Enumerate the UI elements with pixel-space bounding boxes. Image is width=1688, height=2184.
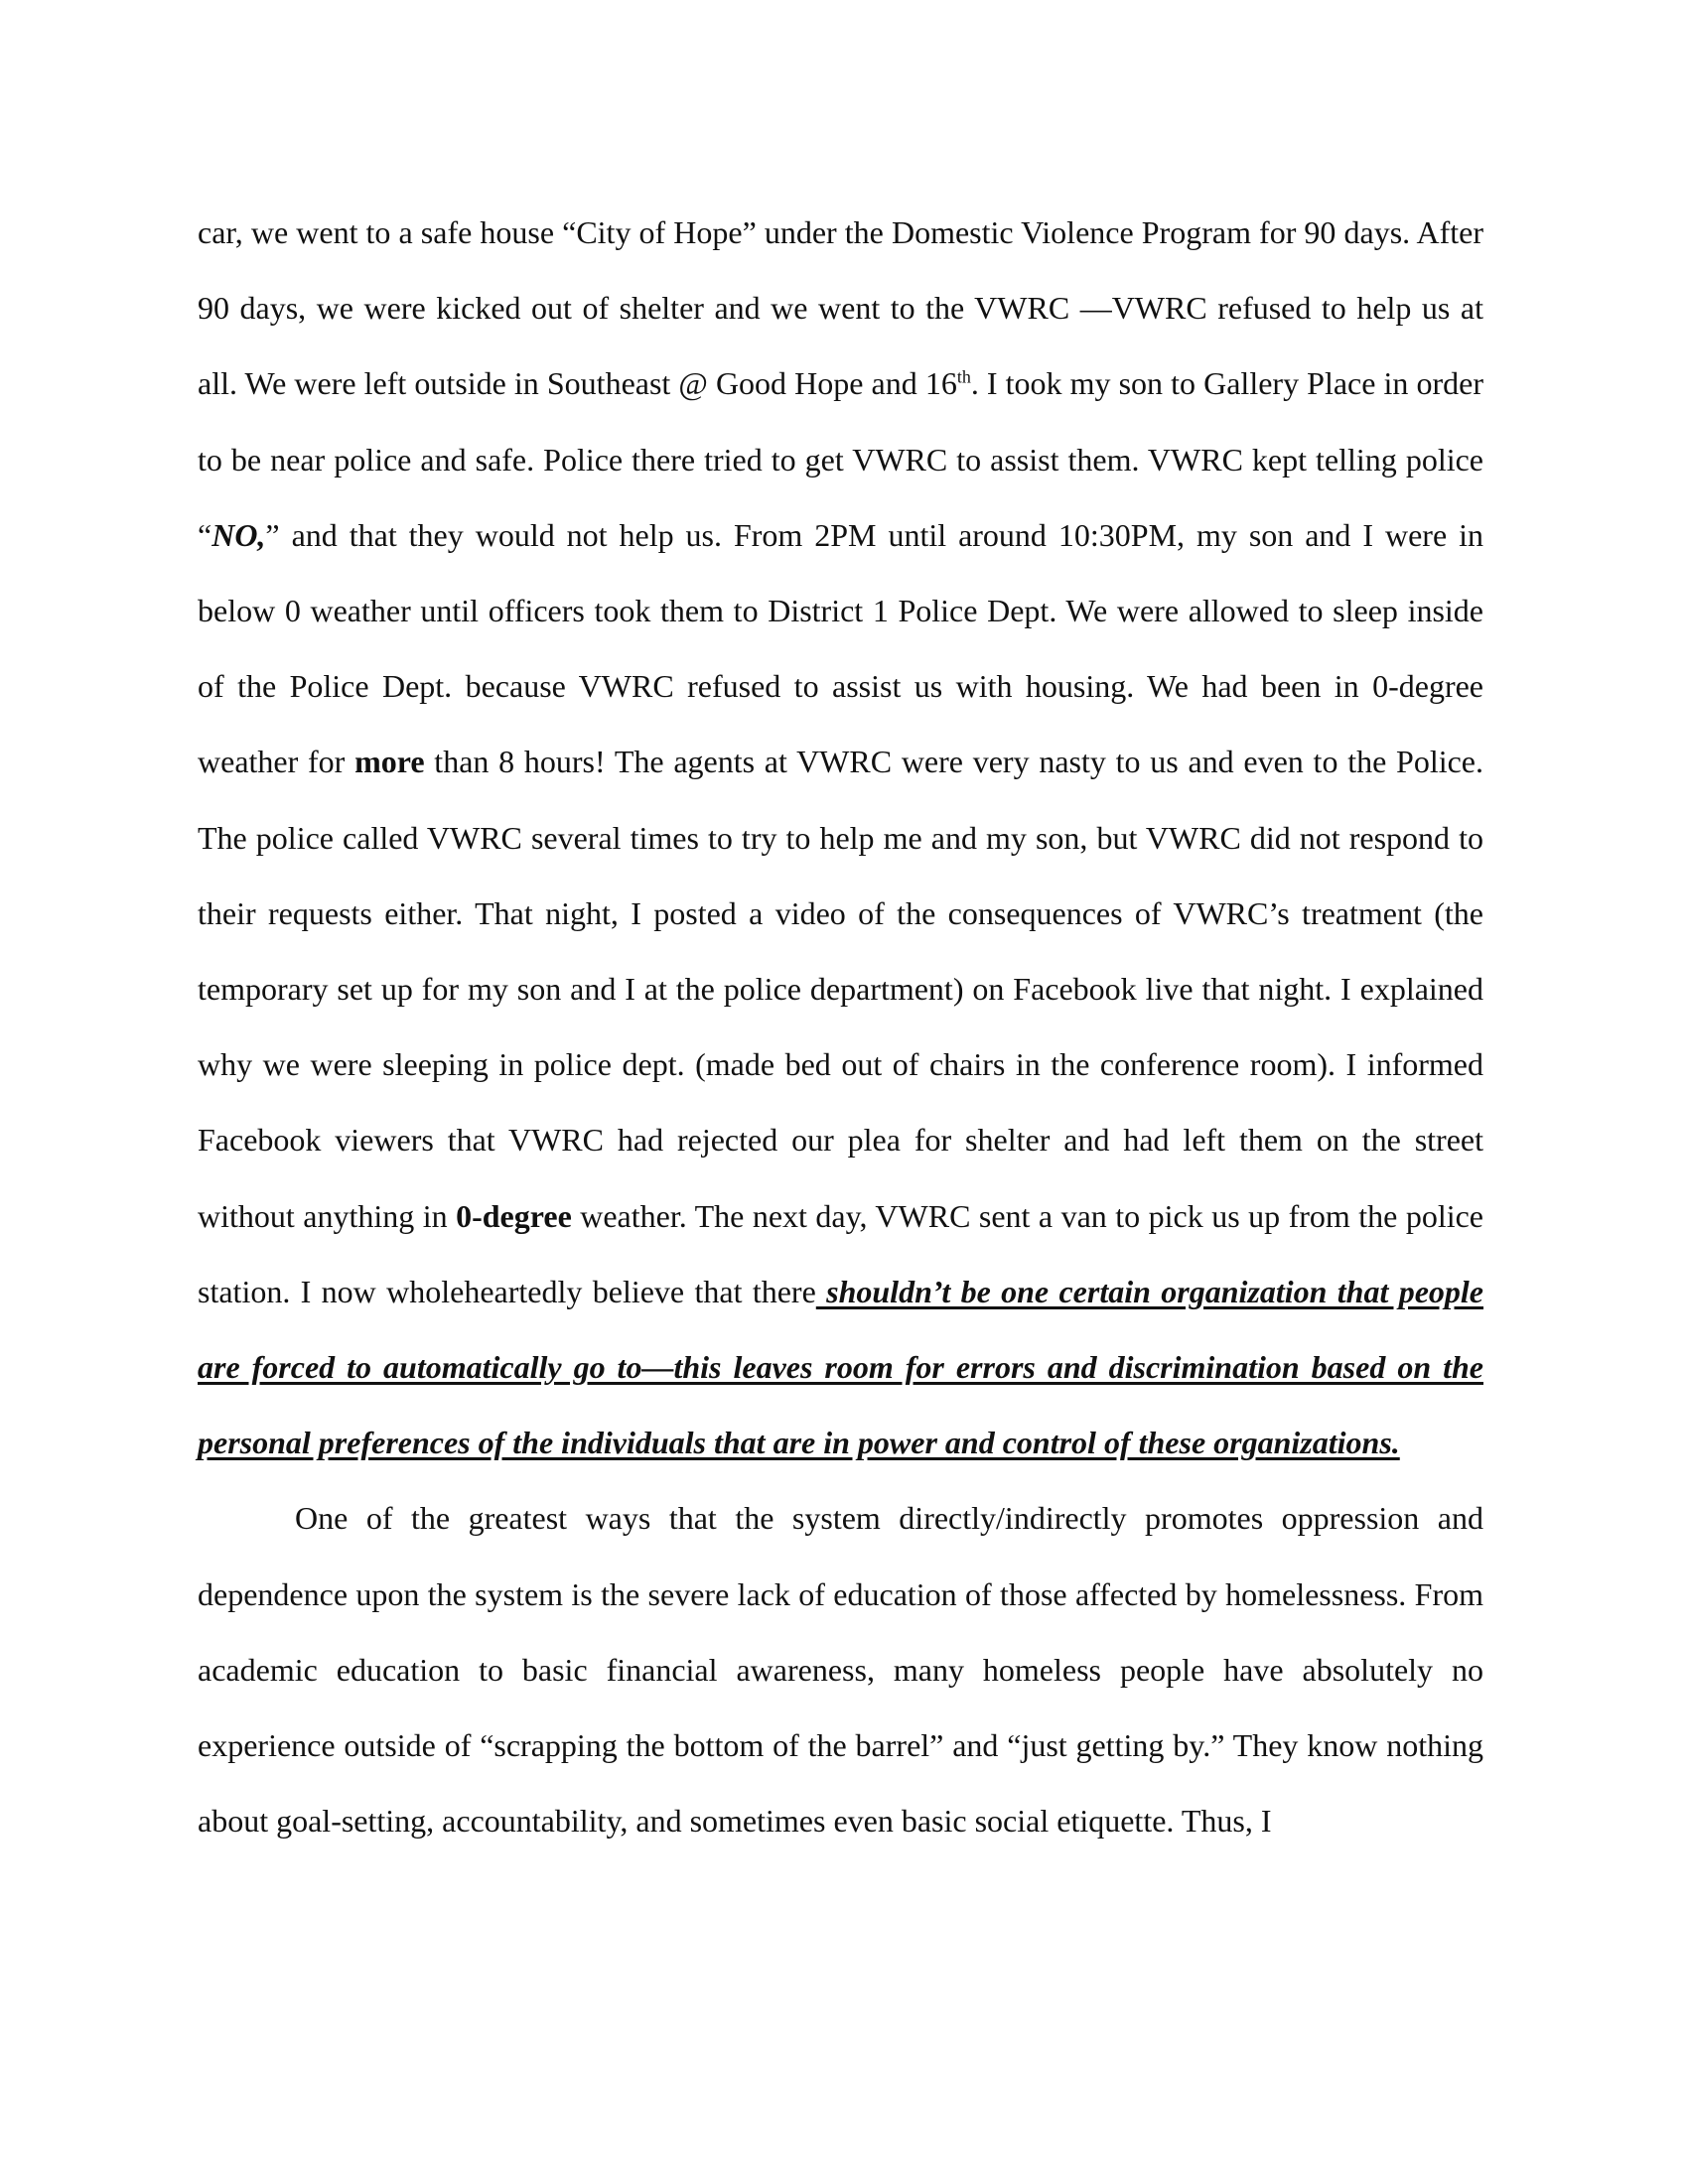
text-run: than 8 hours! The agents at VWRC were very nasty to us and even to the Police. The police called VWRC several times to try to help me and my son, but VWRC did not respond to their requests either. That night, I posted a video of the consequences of VWRC’s treatment (the temporary set up for my son and I at the police department) on Facebook live that night. I explained why we were sleeping in police dept. (made bed out of chairs in the conference room). I informed Facebook viewers that VWRC had rejected our plea for shelter and had left them on the street without anything in	[198, 744, 1484, 1234]
emphasis-statement: shouldn’t be one certain organization that people are forced to automatically go to—this leaves room for errors and discrimination based on the personal preferences of the individuals that are in power and control of these organizations.	[198, 1273, 1484, 1461]
paragraph-shelter-account	[198, 195, 1483, 1480]
document-body	[198, 195, 1483, 1858]
emphasis-more: more	[354, 744, 425, 780]
text-run: . I took my son to Gallery Place in order to be near police and safe. Police there tried to get VWRC to assist them. VWRC kept telling police “	[198, 365, 1484, 553]
emphasis-no: NO,	[211, 516, 266, 553]
ordinal-suffix: th	[956, 366, 971, 387]
text-run: ” and that they would not help us. From 2PM until around 10:30PM, my son and I were in below 0 weather until officers took them to District 1 Police Dept. We were allowed to sleep inside of the Police Dept. because VWRC refused to assist us with housing. We had been in 0-degree weather for	[198, 516, 1483, 780]
text-run: car, we went to a safe house “City of Hope” under the Domestic Violence Program for 90 days. After 90 days, we were kicked out of shelter and we went to the VWRC —VWRC refused to help us at all. We were left outside in Southeast @ Good Hope and 16	[198, 214, 1483, 402]
emphasis-zero-degree: 0-degree	[456, 1197, 572, 1234]
text-run: weather. The next day, VWRC sent a van to pick us up from the police station. I now wholeheartedly believe that there	[198, 1197, 1484, 1309]
paragraph-education: One of the greatest ways that the system directly/indirectly promotes oppression and dependence upon the system is the severe lack of education of those affected by homelessness. From academic education to basic financial awareness, many homeless people have absolutely no experience outside of “scrapping the bottom of the barrel” and “just getting by.” They know nothing about goal-setting, accountability, and sometimes even basic social etiquette. Thus, I	[198, 1500, 1483, 1840]
